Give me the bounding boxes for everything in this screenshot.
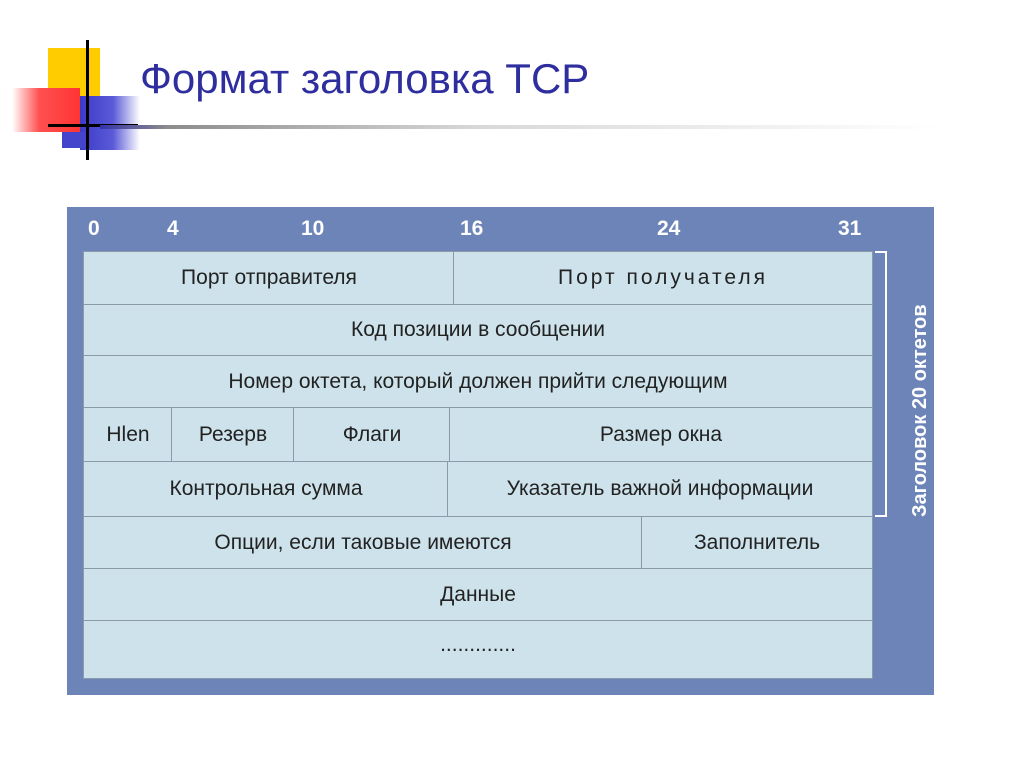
tcp-header-diagram (67, 207, 934, 695)
bit-label-31: 31 (838, 217, 862, 240)
slide-logo (0, 0, 160, 170)
padding-field: Заполнитель (641, 516, 873, 569)
sequence-number-field: Код позиции в сообщении (83, 304, 873, 356)
urgent-pointer-field: Указатель важной информации (447, 461, 873, 517)
flags-field: Флаги (293, 407, 451, 462)
title-underline (100, 125, 940, 129)
bit-label-4: 4 (167, 217, 179, 240)
bit-label-16: 16 (460, 217, 484, 240)
data-continuation-field: ............. (83, 620, 873, 679)
logo-blue-bar (80, 96, 140, 150)
reserved-field: Резерв (171, 407, 295, 462)
bit-label-0: 0 (88, 217, 100, 240)
logo-blue-square (62, 132, 88, 148)
destination-port-field: Порт получателя (453, 251, 873, 305)
checksum-field: Контрольная сумма (83, 461, 449, 517)
options-field: Опции, если таковые имеются (83, 516, 643, 569)
bit-label-24: 24 (657, 217, 681, 240)
source-port-field: Порт отправителя (83, 251, 455, 305)
header-size-label: Заголовок 20 октетов (909, 304, 931, 517)
slide-title: Формат заголовка TCP (140, 55, 590, 102)
bit-label-10: 10 (301, 217, 325, 240)
logo-vertical-line (86, 40, 89, 160)
header-size-bracket (875, 251, 887, 517)
window-size-field: Размер окна (449, 407, 873, 462)
hlen-field: Hlen (83, 407, 173, 462)
data-field: Данные (83, 568, 873, 621)
acknowledgment-number-field: Номер октета, который должен прийти следующим (83, 355, 873, 408)
